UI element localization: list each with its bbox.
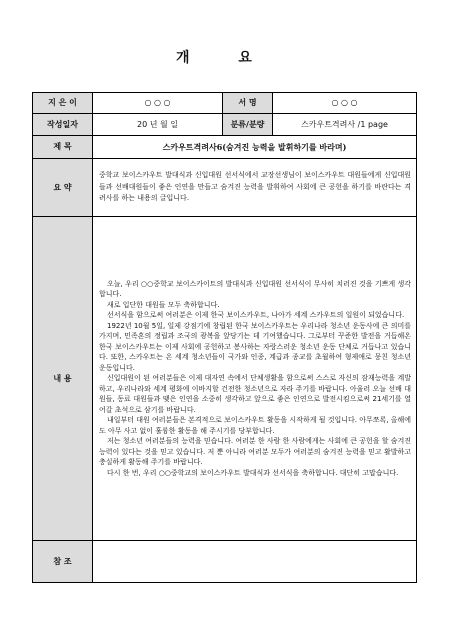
content-body xyxy=(93,277,416,481)
summary-label: 요 약 xyxy=(33,159,93,217)
subject-row xyxy=(33,136,417,159)
content-label: 내 용 xyxy=(33,217,93,541)
sign-label: 서 명 xyxy=(223,93,273,114)
subject-label: 제 목 xyxy=(33,136,93,159)
document-title: 개 요 xyxy=(176,50,274,66)
author-value: ○ ○ ○ xyxy=(93,93,223,114)
content-paragraph: 다시 한 번, 우리 ○○중학교의 보이스카우트 발대식과 선서식을 축하합니다. 대단히 고맙습니다. xyxy=(107,468,399,477)
content-row xyxy=(33,217,417,541)
summary-text: 중학교 보이스카우트 발대식과 신입대원 선서식에서 교장선생님이 보이스카우트 대원들에게 신입대원들과 선배대원들이 좋은 인연을 만들고 숨겨진 능력을 발휘하여 사회에 큰 공헌을 하기를 바란다는 격려사를 하는 내용의 글입니다. xyxy=(99,171,411,203)
sign-value: ○ ○ ○ xyxy=(273,93,417,114)
content-paragraph: 선서식을 함으로써 여러분은 이제 한국 보이스카우트, 나아가 세계 스카우트의 일원이 되었습니다. xyxy=(107,311,405,320)
summary-row xyxy=(33,159,417,217)
content-paragraph: 1922년 10월 5일, 일제 강점기에 창립된 한국 보이스카우트는 우리나라 청소년 운동사에 큰 의미를 가지며, 민족혼의 정립과 조국의 광복을 앞당기는 데 기여했습니다. 그로부터 꾸준한 발전을 거듭해온 한국 보이스카우트는 이제 사회에 공헌하고 봉사하는 자랑스러운 청소년 운동 단체로 거듭나고 있습니다. 또한, 스카우트는 온 세계 청소년들이 국가와 인종, 계급과 종교를 초월하여 형제애로 뭉친 청소년 운동입니다. xyxy=(99,321,411,372)
reference-row xyxy=(33,541,417,583)
date-label: 작성일자 xyxy=(33,114,93,136)
content-paragraph: 내일부터 대원 여러분들은 본격적으로 보이스카우트 활동을 시작하게 될 것입니다. 아무쪼록, 올해에도 아무 사고 없이 훌륭한 활동을 해 주시기를 당부합니다. xyxy=(99,416,411,435)
reference-label: 참 조 xyxy=(33,541,93,583)
content-paragraph: 새로 입단한 대원들 모두 축하합니다. xyxy=(107,300,220,309)
content-paragraph: 신입대원이 된 여러분들은 이제 대자연 속에서 단체생활을 함으로써 스스로 자신의 잠재능력을 계발하고, 우리나라와 세계 평화에 이바지할 건전한 청소년으로 자라 주기를 바랍니다. 아울러 오늘 선배 대원들, 동료 대원들과 맺은 인연을 소중히 생각하고 앞으로 좋은 인연으로 발전시킴으로써 21세기를 열어갈 초석으로 삼기를 바랍니다. xyxy=(99,374,411,414)
overview-form xyxy=(32,92,417,583)
date-value: 20 년 월 일 xyxy=(93,114,223,136)
summary-cell xyxy=(93,159,417,217)
content-paragraph: 오늘, 우리 ○○중학교 보이스카이트의 발대식과 신입대원 선서식이 무사히 치러진 것을 기쁘게 생각합니다. xyxy=(99,279,411,299)
reference-value xyxy=(93,541,417,583)
category-label: 분류/분량 xyxy=(223,114,273,136)
content-paragraph: 저는 청소년 여러분들의 능력을 믿습니다. 여러분 한 사람 한 사람에게는 사회에 큰 공헌을 할 숨겨진 능력이 있다는 것을 믿고 있습니다. 저 뿐 아니라 여러분 모두가 여러분의 숨겨진 능력을 믿고 활발하고 충실하게 활동해 주기를 바랍니다. xyxy=(99,437,411,467)
date-row xyxy=(33,114,417,136)
content-cell xyxy=(93,217,417,541)
author-label: 지 은 이 xyxy=(33,93,93,114)
subject-value: 스카우트격려사6(숨겨진 능력을 발휘하기를 바라며) xyxy=(93,136,417,159)
author-row xyxy=(33,93,417,114)
category-value: 스카우트격려사 /1 page xyxy=(273,114,417,136)
